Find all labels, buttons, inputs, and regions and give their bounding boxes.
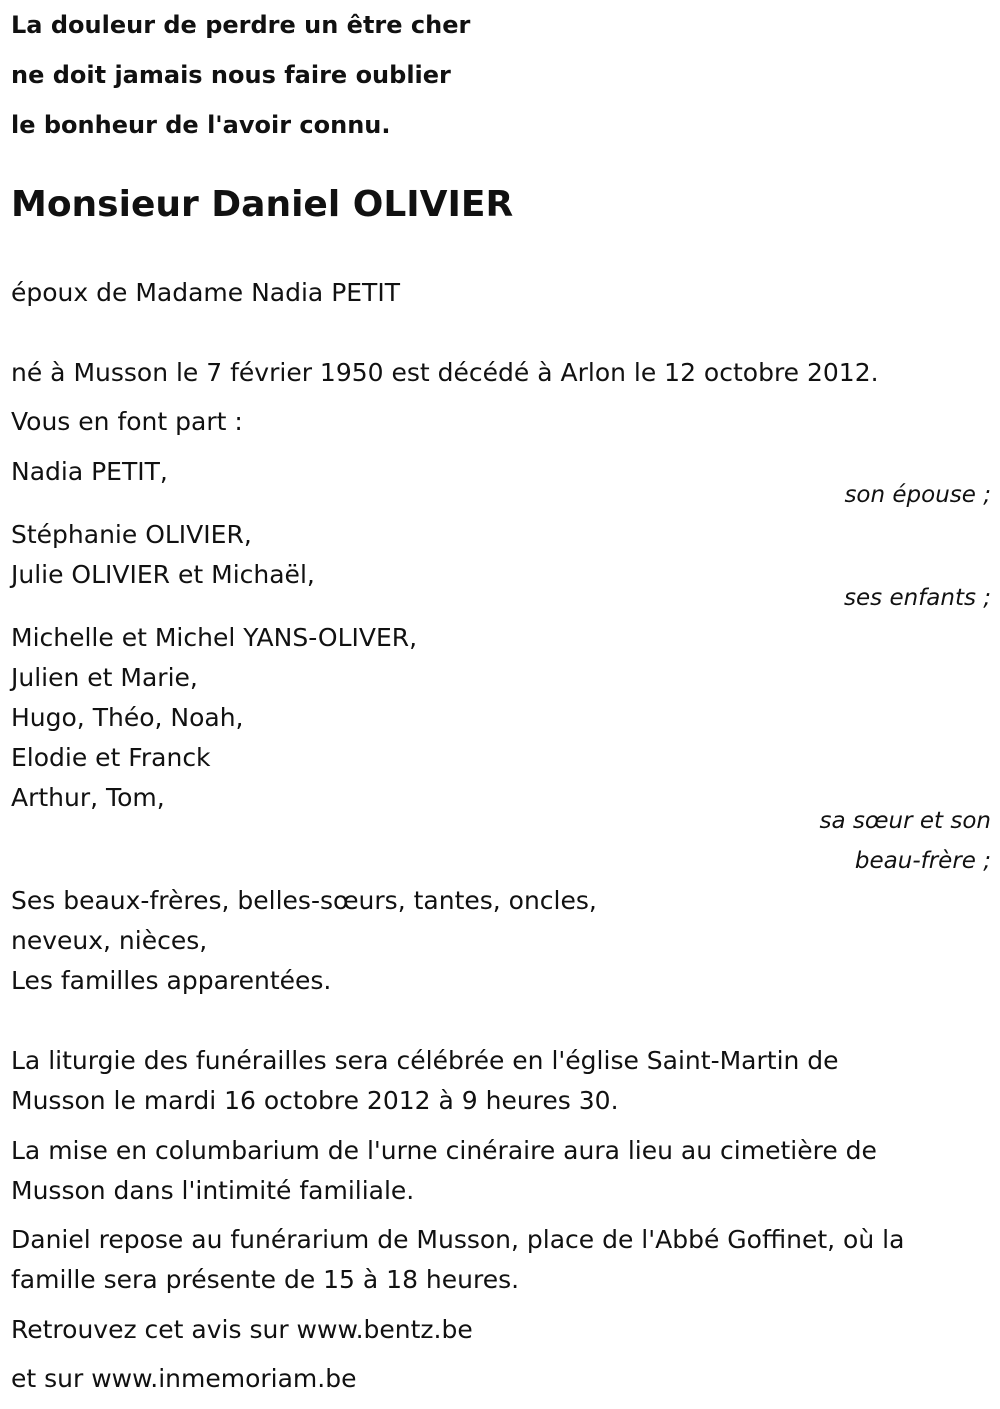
columbarium-line: La mise en columbarium de l'urne cinéraire aura lieu au cimetière de xyxy=(11,1136,877,1165)
relationship-label: ses enfants ; xyxy=(844,585,991,611)
columbarium-line: Musson dans l'intimité familiale. xyxy=(11,1176,415,1205)
website-link-bentz[interactable]: Retrouvez cet avis sur www.bentz.be xyxy=(11,1315,473,1344)
memorial-quote xyxy=(11,0,470,150)
family-member-name: Hugo, Théo, Noah, xyxy=(11,703,244,732)
birth-death-line: né à Musson le 7 février 1950 est décédé à Arlon le 12 octobre 2012. xyxy=(11,358,879,387)
spouse-line: époux de Madame Nadia PETIT xyxy=(11,278,400,307)
liturgy-line: Musson le mardi 16 octobre 2012 à 9 heures 30. xyxy=(11,1086,619,1115)
quote-line: ne doit jamais nous faire oublier xyxy=(11,61,451,89)
visitation-line: Daniel repose au funérarium de Musson, place de l'Abbé Goffinet, où la xyxy=(11,1225,905,1254)
quote-line: La douleur de perdre un être cher xyxy=(11,11,471,39)
announcement-intro: Vous en font part : xyxy=(11,407,243,436)
family-member-name: Michelle et Michel YANS-OLIVER, xyxy=(11,623,418,652)
family-member-name: Julie OLIVIER et Michaël, xyxy=(11,560,315,589)
family-member-name: Julien et Marie, xyxy=(11,663,198,692)
extended-family-line: neveux, nièces, xyxy=(11,926,208,955)
visitation-line: famille sera présente de 15 à 18 heures. xyxy=(11,1265,520,1294)
deceased-name: Monsieur Daniel OLIVIER xyxy=(11,184,514,225)
family-member-name: Elodie et Franck xyxy=(11,743,211,772)
extended-family-line: Ses beaux-frères, belles-sœurs, tantes, oncles, xyxy=(11,886,597,915)
family-member-name: Stéphanie OLIVIER, xyxy=(11,520,252,549)
relationship-label: son épouse ; xyxy=(844,482,991,508)
website-link-inmemoriam[interactable]: et sur www.inmemoriam.be xyxy=(11,1364,357,1393)
extended-family-line: Les familles apparentées. xyxy=(11,966,332,995)
relationship-label: beau-frère ; xyxy=(854,848,991,874)
liturgy-line: La liturgie des funérailles sera célébrée en l'église Saint-Martin de xyxy=(11,1046,839,1075)
family-member-name: Nadia PETIT, xyxy=(11,457,168,486)
quote-line: le bonheur de l'avoir connu. xyxy=(11,111,391,139)
family-member-name: Arthur, Tom, xyxy=(11,783,165,812)
relationship-label: sa sœur et son xyxy=(819,808,991,834)
